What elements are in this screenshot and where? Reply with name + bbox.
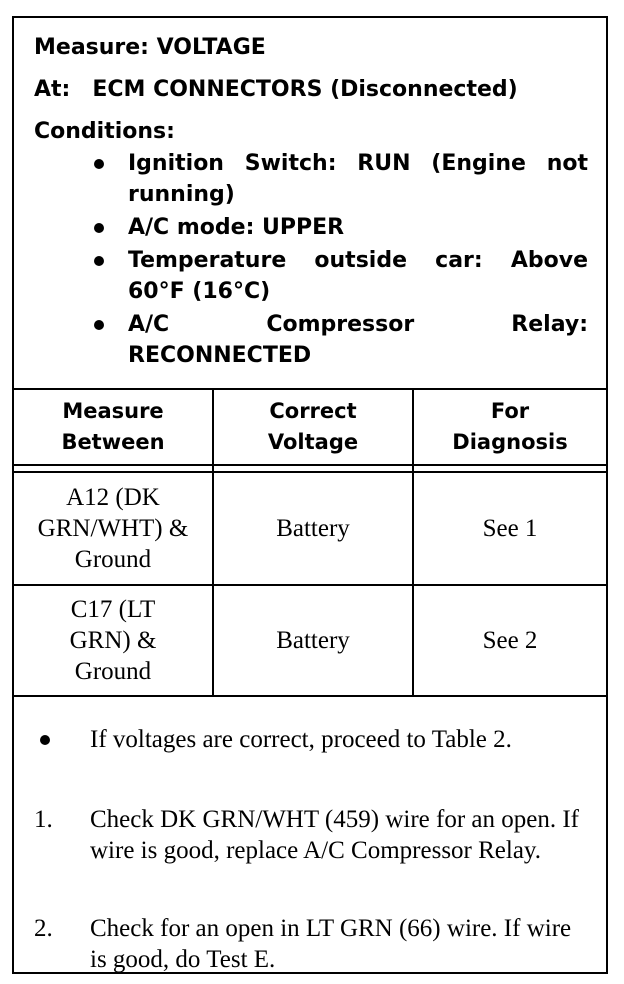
condition-item: A/C Compressor Relay: RECONNECTED [94,309,588,371]
column-header-measure-between: Measure Between [61,399,165,454]
conditions-list [94,148,588,373]
measure-value: VOLTAGE [156,35,266,60]
note-marker: 2. [34,915,53,942]
bullet-icon [94,159,104,169]
measurement-table [14,388,606,698]
conditions-label: Conditions: [34,119,175,144]
test-conditions-header [14,18,606,388]
condition-item: A/C mode: UPPER [94,212,588,243]
bullet-icon [94,223,104,233]
table-cell-diagnosis: See 1 [482,515,538,542]
bullet-icon [94,256,104,266]
header-rule-upper [14,464,606,466]
measure-line [34,34,266,62]
condition-item: Ignition Switch: RUN (Engine not running) [94,148,588,210]
note-item: 1. Check DK GRN/WHT (459) wire for an open. If wire is good, replace A/C Compressor Relay. [34,806,579,864]
table-cell-measure-between: A12 (DK GRN/WHT) & Ground [37,484,189,573]
note-item: If voltages are correct, proceed to Table 2. [34,724,584,755]
note-marker: 1. [34,806,53,833]
condition-item: Temperature outside car: Above 60°F (16°C) [94,245,588,307]
bullet-icon [40,735,50,745]
bullet-icon [94,320,104,330]
column-header-for-diagnosis: For Diagnosis [452,399,568,454]
diagnosis-notes [14,698,606,972]
column-header-correct-voltage: Correct Voltage [267,399,359,454]
note-item: 2. Check for an open in LT GRN (66) wire. If wire is good, do Test E. [34,915,572,973]
table-cell-diagnosis: See 2 [482,627,538,654]
at-line [34,76,518,104]
table-bottom-rule [14,695,606,697]
table-cell-correct-voltage: Battery [276,515,350,542]
voltage-test-card [12,16,608,974]
at-value: ECM CONNECTORS (Disconnected) [92,77,518,102]
table-cell-measure-between: C17 (LT GRN) & Ground [69,596,157,685]
at-label: At: [34,77,71,102]
measure-label: Measure: [34,35,149,60]
table-cell-correct-voltage: Battery [276,627,350,654]
